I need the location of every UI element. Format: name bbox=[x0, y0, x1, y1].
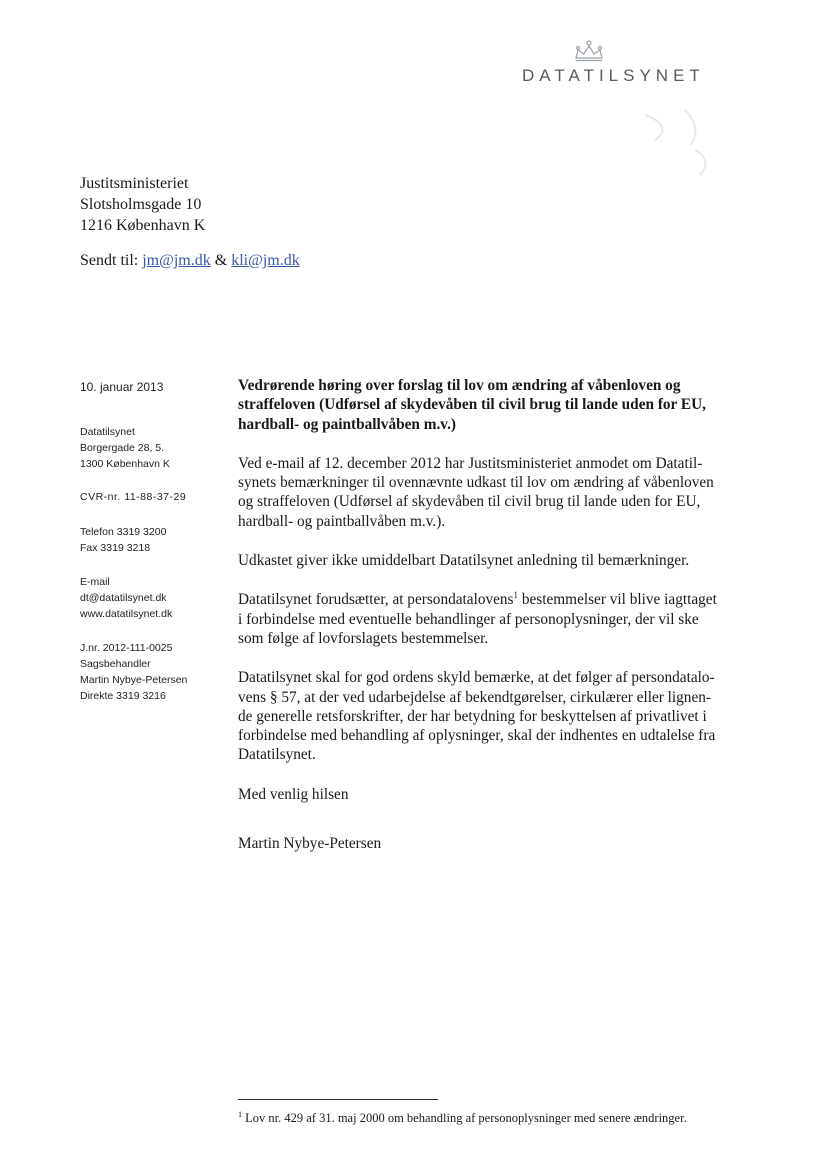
phone-number: Telefon 3319 3200 bbox=[80, 526, 167, 538]
crown-logo-icon bbox=[572, 38, 606, 62]
text-line: Udkastet giver ikke umiddelbart Datatilsynet anledning til bemærkninger. bbox=[238, 552, 690, 570]
paragraph-2 bbox=[238, 551, 763, 570]
footnote-ref: 1 bbox=[513, 590, 519, 601]
sent-to-label: Sendt til: bbox=[80, 252, 139, 269]
text-line: som følge af lovforslagets bestemmelser. bbox=[238, 629, 489, 647]
footnote-marker: 1 bbox=[238, 1109, 242, 1119]
signature-name: Martin Nybye-Petersen bbox=[238, 835, 382, 853]
text-line: synets bemærkninger til ovennævnte udkast til lov om ændring af våbenloven bbox=[238, 474, 714, 492]
letter-subject bbox=[238, 376, 763, 434]
text-line: Datatilsynet. bbox=[238, 746, 316, 764]
text-segment: Datatilsynet forudsætter, at persondatalovens bbox=[238, 591, 514, 609]
footnote-text: Lov nr. 429 af 31. maj 2000 om behandling af personoplysninger med senere ændringer. bbox=[242, 1111, 687, 1125]
text-line: og straffeloven (Udførsel af skydevåben til civil brug til lande uden for EU, bbox=[238, 493, 701, 511]
case-handler-name: Martin Nybye-Petersen bbox=[80, 674, 188, 686]
case-number: J.nr. 2012-111-0025 bbox=[80, 642, 173, 654]
text-line bbox=[238, 590, 763, 609]
recipient-city: 1216 København K bbox=[80, 217, 206, 234]
subject-line: Vedrørende høring over forslag til lov om ændring af våbenloven og bbox=[238, 377, 681, 394]
recipient-street: Slotsholmsgade 10 bbox=[80, 196, 202, 213]
footnote-divider bbox=[238, 1099, 438, 1100]
recipient-name: Justitsministeriet bbox=[80, 175, 189, 192]
letter-body bbox=[238, 376, 763, 853]
paragraph-1 bbox=[238, 454, 763, 531]
paragraph-4 bbox=[238, 668, 763, 764]
email-label: E-mail bbox=[80, 576, 110, 588]
sender-email: dt@datatilsynet.dk bbox=[80, 592, 167, 604]
case-handler-phone: Direkte 3319 3216 bbox=[80, 690, 166, 702]
email-link-jm[interactable]: jm@jm.dk bbox=[142, 252, 211, 269]
paragraph-3 bbox=[238, 590, 763, 648]
fax-number: Fax 3319 3218 bbox=[80, 542, 151, 554]
subject-line: hardball- og paintballvåben m.v.) bbox=[238, 415, 457, 433]
text-segment: bestemmelser vil blive iagttaget bbox=[518, 591, 717, 609]
sender-city: 1300 København K bbox=[80, 458, 170, 470]
sender-street: Borgergade 28, 5. bbox=[80, 442, 165, 454]
text-line: de generelle retsforskrifter, der har betydning for beskyttelsen af privatlivet i bbox=[238, 707, 707, 725]
logo-wordmark: DATATILSYNET bbox=[522, 66, 705, 85]
closing: Med venlig hilsen bbox=[238, 785, 349, 803]
phone-block bbox=[80, 524, 166, 556]
sender-address bbox=[80, 424, 170, 472]
text-line: i forbindelse med eventuelle behandlinger af personoplysninger, der vil ske bbox=[238, 610, 699, 628]
case-handler-label: Sagsbehandler bbox=[80, 658, 151, 670]
sender-website: www.datatilsynet.dk bbox=[80, 608, 173, 620]
contact-block bbox=[80, 574, 172, 622]
text-line: Datatilsynet skal for god ordens skyld bemærke, at det følger af persondatalo- bbox=[238, 669, 715, 687]
sent-to-separator: & bbox=[214, 252, 228, 269]
text-line: vens § 57, at der ved udarbejdelse af bekendtgørelser, cirkulærer eller lignen- bbox=[238, 688, 711, 706]
sent-to-line bbox=[80, 252, 300, 270]
email-link-kli[interactable]: kli@jm.dk bbox=[231, 252, 300, 269]
text-line: forbindelse med behandling af oplysninger, skal der indhentes en udtalelse fra bbox=[238, 727, 716, 745]
recipient-address bbox=[80, 173, 205, 236]
text-line: Ved e-mail af 12. december 2012 har Justitsministeriet anmodet om Datatil- bbox=[238, 454, 703, 472]
letter-date: 10. januar 2013 bbox=[80, 380, 164, 394]
sender-name: Datatilsynet bbox=[80, 426, 135, 438]
footnote bbox=[238, 1111, 687, 1126]
cvr-number: CVR-nr. 11-88-37-29 bbox=[80, 491, 187, 503]
case-block bbox=[80, 640, 187, 704]
watermark-icon bbox=[625, 100, 735, 180]
text-line: hardball- og paintballvåben m.v.). bbox=[238, 512, 446, 530]
subject-line: straffeloven (Udførsel af skydevåben til civil brug til lande uden for EU, bbox=[238, 396, 706, 414]
